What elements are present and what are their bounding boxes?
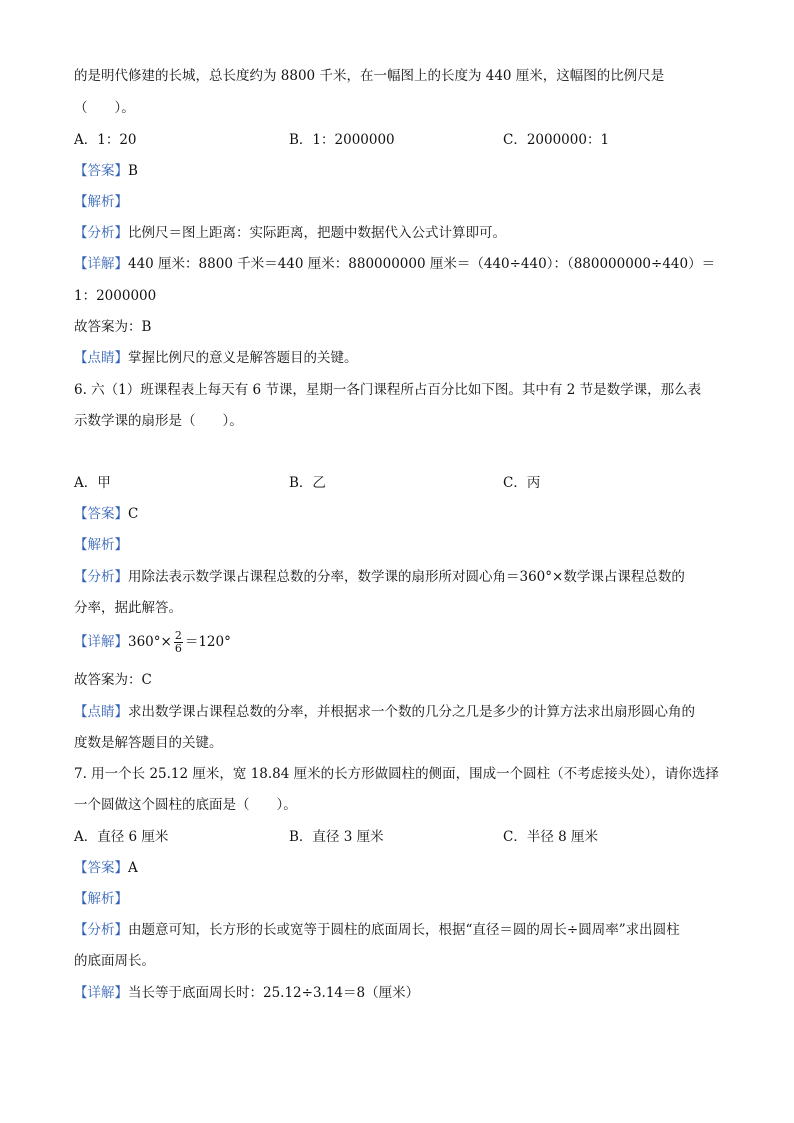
q5-fenxi: 【分析】比例尺＝图上距离：实际距离，把题中数据代入公式计算即可。 (74, 225, 506, 241)
fraction: $\frac{2}{6}$ (174, 629, 182, 655)
q6-option-c: C．丙 (503, 475, 541, 491)
q7-stem-line2: 一个圆做这个圆柱的底面是（ ）。 (74, 797, 297, 813)
q5-stem-line2: （ ）。 (74, 100, 135, 116)
answer-tag: 【答案】 (74, 163, 128, 179)
q6-analysis-tag: 【解析】 (74, 537, 128, 553)
q7-fenxi-line2: 的底面周长。 (74, 953, 155, 969)
q6-stem-line2: 示数学课的扇形是（ ）。 (74, 413, 243, 429)
q7-option-c: C．半径 8 厘米 (503, 829, 599, 845)
q6-dianjing-line2: 度数是解答题目的关键。 (74, 735, 223, 751)
q5-xiangjie-line2: 1：2000000 (74, 288, 157, 304)
q5-option-c: C．2000000：1 (503, 132, 610, 148)
q5-stem-line1: 的是明代修建的长城，总长度约为 8800 千米，在一幅图上的长度为 440 厘米，这幅图的比例尺是 (74, 68, 665, 84)
q5-option-b: B．1：2000000 (289, 132, 395, 148)
q7-option-a: A．直径 6 厘米 (74, 829, 169, 845)
q5-answer (74, 161, 138, 181)
q5-analysis-tag: 【解析】 (74, 194, 128, 210)
q7-option-b: B．直径 3 厘米 (289, 829, 384, 845)
q7-xiangjie: 【详解】当长等于底面周长时：25.12÷3.14＝8（厘米） (74, 985, 420, 1001)
q7-analysis-tag: 【解析】 (74, 891, 128, 907)
q7-answer: 【答案】A (74, 860, 138, 876)
q6-option-b: B．乙 (289, 475, 326, 491)
q6-answer: 【答案】C (74, 506, 139, 522)
q7-fenxi-line1: 【分析】由题意可知，长方形的长或宽等于圆柱的底面周长，根据“直径＝圆的周长÷圆周率”求出圆柱 (74, 922, 680, 938)
q6-xiangjie: 【详解】360°× $\frac{2}{6}$ ＝120° (74, 629, 231, 655)
q6-dianjing-line1: 【点睛】求出数学课占课程总数的分率，并根据求一个数的几分之几是多少的计算方法求出扇形圆心角的 (74, 704, 695, 720)
q5-dianjing: 【点睛】掌握比例尺的意义是解答题目的关键。 (74, 350, 358, 366)
q5-conclusion: 故答案为：B (74, 319, 152, 335)
q5-option-a: A．1：20 (74, 132, 137, 148)
q7-stem-line1: 7. 用一个长 25.12 厘米，宽 18.84 厘米的长方形做圆柱的侧面，围成一个圆柱（不考虑接头处），请你选择 (74, 766, 719, 782)
q6-fenxi-line2: 分率，据此解答。 (74, 600, 182, 616)
q6-stem-line1: 6. 六（1）班课程表上每天有 6 节课，星期一各门课程所占百分比如下图。其中有 2 节是数学课，那么表 (74, 382, 702, 398)
q6-conclusion: 故答案为：C (74, 672, 152, 688)
q6-option-a: A．甲 (74, 475, 111, 491)
answer-value: B (128, 163, 138, 179)
q6-fenxi-line1: 【分析】用除法表示数学课占课程总数的分率，数学课的扇形所对圆心角＝360°×数学课占课程总数的 (74, 569, 685, 585)
q5-xiangjie-line1: 【详解】440 厘米：8800 千米＝440 厘米：880000000 厘米＝（440÷440）：（880000000÷440）＝ (74, 256, 716, 272)
